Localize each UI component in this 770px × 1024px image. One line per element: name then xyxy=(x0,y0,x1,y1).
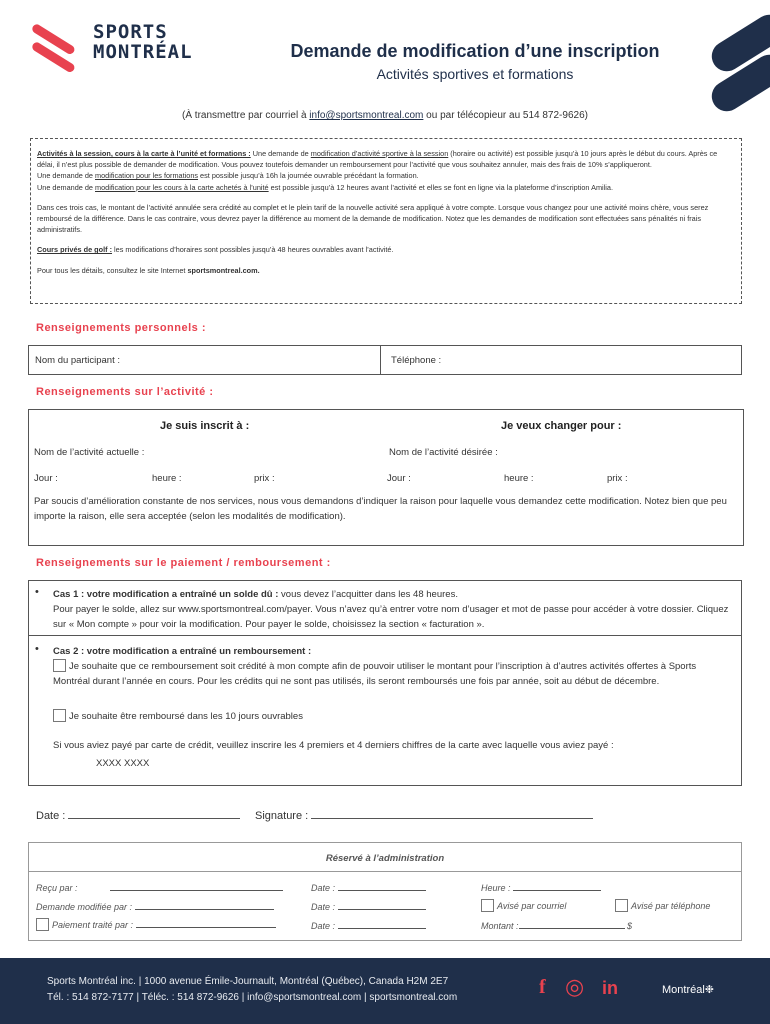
phone-field[interactable]: Téléphone : xyxy=(391,355,442,366)
case2-text: Cas 2 : votre modification a entraîné un remboursement : xyxy=(53,646,312,657)
card-digits-field[interactable]: XXXX XXXX xyxy=(96,758,150,769)
website-link[interactable]: sportsmontreal.com. xyxy=(187,265,260,275)
case1-text: Cas 1 : votre modification a entraîné un solde dû : vous devez l’acquitter dans les 48 heures. Pour payer le solde, allez sur www.sportsmontreal.com/payer. Vous n’avez qu’à entrer votre nom d’usager et mot de passe pour accéder à votre dossier. Cliquez sur « Mon compte » pour voir la modification. Pour payer le solde, choisissez la section « facturation ». xyxy=(53,589,729,630)
signature-row xyxy=(255,810,593,822)
logo-line-2: MONTRÉAL xyxy=(93,41,193,63)
admin-box xyxy=(28,842,742,941)
participant-name-field[interactable]: Nom du participant : xyxy=(35,355,121,366)
signature-label: Signature : xyxy=(255,810,309,822)
facebook-icon[interactable]: f xyxy=(539,976,546,998)
payment-info-box xyxy=(28,580,742,786)
current-activity-header: Je suis inscrit à : xyxy=(160,420,250,432)
email-notice-checkbox[interactable] xyxy=(481,899,494,912)
admin-date-1[interactable]: Date : xyxy=(311,882,426,893)
current-activity-field[interactable]: Nom de l’activité actuelle : xyxy=(34,447,145,458)
date-signature-row xyxy=(36,810,240,822)
credit-checkbox[interactable] xyxy=(53,659,66,672)
admin-date-3[interactable]: Date : xyxy=(311,920,426,931)
card-note: Si vous aviez payé par carte de crédit, veuillez inscrire les 4 premiers et 4 derniers chiffres de la carte avec laquelle vous aviez payé : xyxy=(53,740,614,751)
footer-address: Sports Montréal inc. | 1000 avenue Émile-Journault, Montréal (Québec), Canada H2M 2E7 xyxy=(47,976,449,987)
desired-day-field[interactable]: Jour : xyxy=(387,473,411,484)
option-refund: Je souhaite être remboursé dans les 10 jours ouvrables xyxy=(53,709,733,724)
current-hour-field[interactable]: heure : xyxy=(152,473,182,484)
linkedin-icon[interactable]: in xyxy=(602,978,618,998)
admin-date-2[interactable]: Date : xyxy=(311,901,426,912)
desired-hour-field[interactable]: heure : xyxy=(504,473,534,484)
payment-section-title: Renseignements sur le paiement / remboursement : xyxy=(36,557,331,569)
phone-notice: Avisé par téléphone xyxy=(615,899,710,912)
policy-unit-cards: Une demande de modification pour les cours à la carte achetés à l’unité est possible jusqu’à 12 heures avant l’activité et elles se font en ligne via la plateforme d’inscription Amilia. xyxy=(37,182,613,192)
refund-checkbox[interactable] xyxy=(53,709,66,722)
admin-title: Réservé à l’administration xyxy=(325,853,445,864)
email-link[interactable]: info@sportsmontreal.com xyxy=(309,110,424,121)
personal-info-box xyxy=(28,345,742,375)
instagram-icon[interactable]: ◎ xyxy=(565,974,585,999)
policy-session: Activités à la session, cours à la carte à l’unité et formations : Une demande de modification d’activité sportive à la session (horaire ou activité) est possible jusqu’à 10 jours après le début du cours. Après ce délai, il n’est plus possible de demander de modification. Vous pouvez toutefois demander un remboursement pour l’activité que vous souhaitez annuler, mais des frais de 10% s’appliqueront. xyxy=(37,149,718,170)
signature-line[interactable] xyxy=(311,810,593,819)
modified-by-field[interactable]: Demande modifiée par : xyxy=(36,901,274,912)
desired-activity-field[interactable]: Nom de l’activité désirée : xyxy=(389,447,498,458)
current-day-field[interactable]: Jour : xyxy=(34,473,58,484)
footer-contacts: Tél. : 514 872-7177 | Téléc. : 514 872-9626 | info@sportsmontreal.com | sportsmontreal.com xyxy=(47,992,458,1003)
new-activity-header: Je veux changer pour : xyxy=(501,420,622,432)
personal-section-title: Renseignements personnels : xyxy=(36,322,206,334)
activity-section-title: Renseignements sur l’activité : xyxy=(36,386,214,398)
payment-processed-field[interactable]: Paiement traité par : xyxy=(36,918,276,931)
logo-line-1: SPORTS xyxy=(93,21,168,43)
policy-details: Pour tous les détails, consultez le site Internet sportsmontreal.com. xyxy=(37,265,260,275)
transmit-instructions: (À transmettre par courriel à info@sportsmontreal.com ou par télécopieur au 514 872-9626) xyxy=(182,110,588,121)
date-label: Date : xyxy=(36,810,66,822)
policy-formations: Une demande de modification pour les formations est possible jusqu’à 16h la journée ouvrable précédant la formation. xyxy=(37,171,419,181)
date-line[interactable] xyxy=(68,810,240,819)
montreal-city-logo: Montréal❉ xyxy=(662,984,715,996)
page-title: Demande de modification d’une inscription xyxy=(290,41,660,61)
phone-notice-checkbox[interactable] xyxy=(615,899,628,912)
logo-stripes-icon xyxy=(33,22,83,68)
policy-credit: Dans ces trois cas, le montant de l’activité annulée sera crédité au complet et le plein tarif de la nouvelle activité sera appliqué à votre compte. Lorsque vous changez pour une activité moins chère, vous serez remboursé de la différence. Dans le cas contraire, vous devrez payer la différence au moment de la demande de modification. Notez que les demandes de modification sont effectuées sans pénalités ni frais administratifs. xyxy=(37,202,709,235)
email-notice: Avisé par courriel xyxy=(481,899,566,912)
payment-processed-checkbox[interactable] xyxy=(36,918,49,931)
current-price-field[interactable]: prix : xyxy=(254,473,275,484)
policy-golf: Cours privés de golf : les modifications d’horaires sont possibles jusqu’à 48 heures ouvrables avant l’activité. xyxy=(37,245,394,255)
footer xyxy=(0,958,770,1024)
policy-info-box xyxy=(30,138,742,304)
admin-hour[interactable]: Heure : xyxy=(481,882,601,893)
bullet-icon: • xyxy=(35,586,39,598)
case-divider xyxy=(29,635,741,636)
activity-info-box xyxy=(28,409,744,546)
option-credit: Je souhaite que ce remboursement soit crédité à mon compte afin de pouvoir utiliser le montant pour l’inscription à d’autres activités offertes à Sports Montréal durant l’année en cours. Pour les crédits qui ne sont pas utilisés, ils seront remboursés une fois par année, soit au début de décembre. xyxy=(53,661,697,687)
reason-note: Par soucis d’amélioration constante de nos services, nous vous demandons d’indiquer la raison pour laquelle vous demandez cette modification. Notez bien que peu importe la raison, elle sera acceptée (selon les modalités de modification). xyxy=(34,496,727,522)
amount-field[interactable]: Montant : $ xyxy=(481,921,633,931)
bullet-icon: • xyxy=(35,643,39,655)
desired-price-field[interactable]: prix : xyxy=(607,473,628,484)
page-subtitle: Activités sportives et formations xyxy=(376,66,574,82)
received-by-field[interactable]: Reçu par : xyxy=(36,882,283,893)
